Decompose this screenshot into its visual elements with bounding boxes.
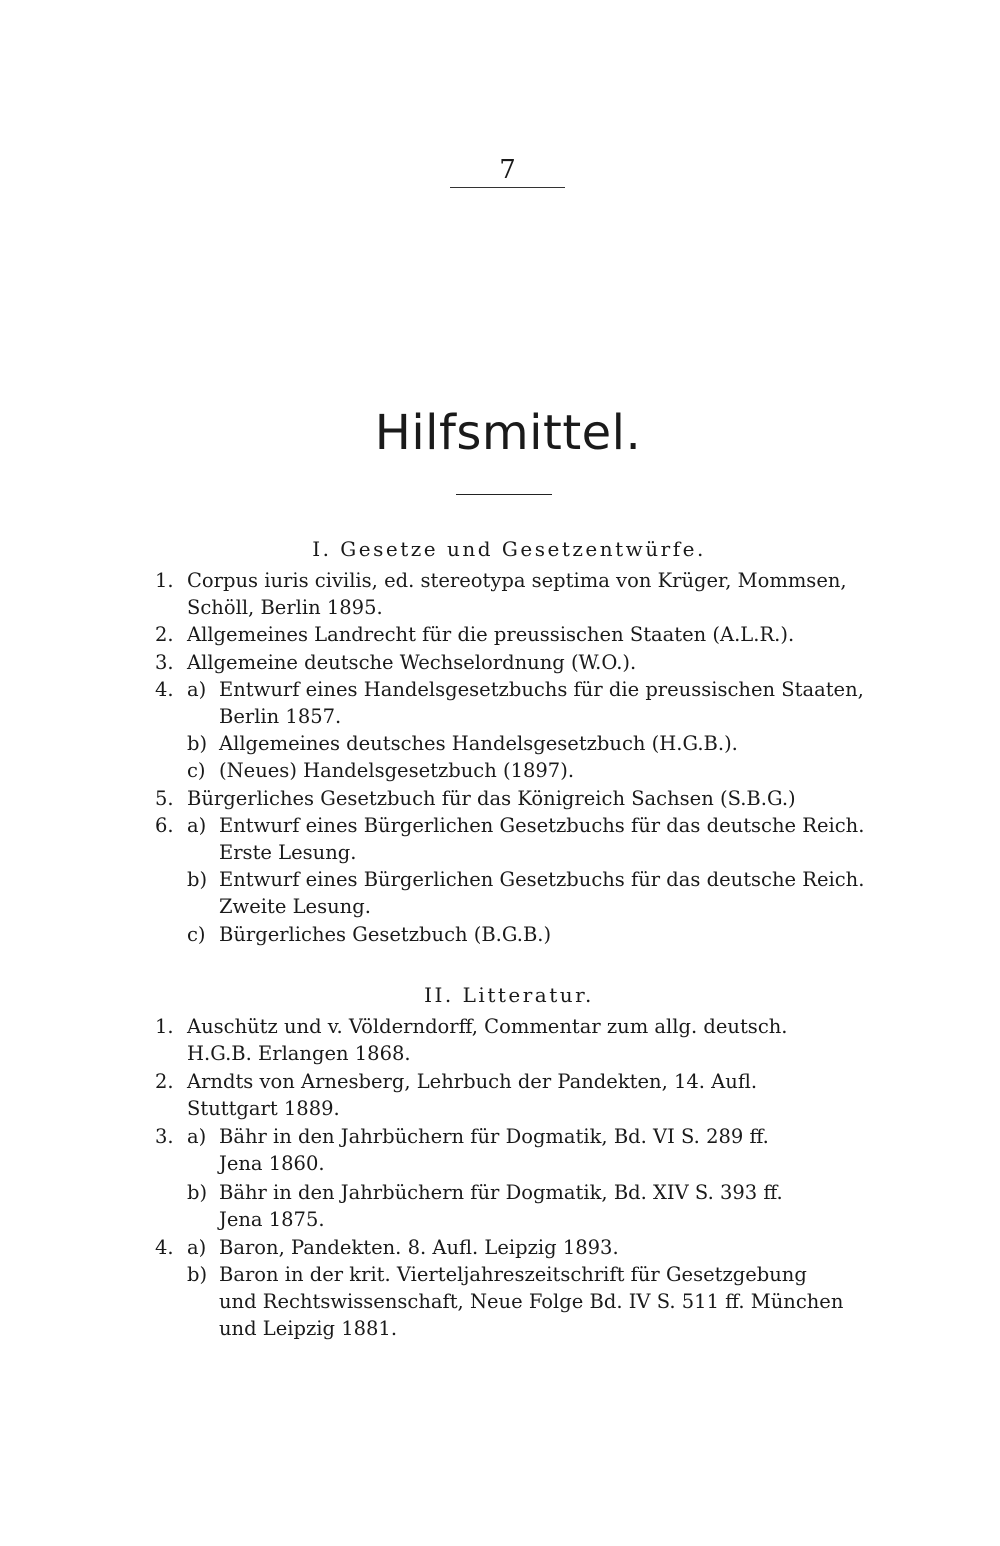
list-item bbox=[155, 1068, 875, 1122]
item-text-line: Corpus iuris civilis, ed. stereotypa septima von Krüger, Mommsen, bbox=[187, 569, 847, 592]
item-sub-letter: c) bbox=[187, 759, 206, 783]
item-sub-letter: a) bbox=[187, 1235, 207, 1259]
section-heading-literature: II. Litteratur. bbox=[424, 983, 594, 1007]
item-text-line: Erste Lesung. bbox=[219, 840, 357, 864]
item-text-line: Baron, Pandekten. 8. Aufl. Leipzig 1893. bbox=[219, 1235, 619, 1259]
item-number: 4. bbox=[155, 1235, 174, 1259]
item-text-line: Allgemeines Landrecht für die preussischen Staaten (A.L.R.). bbox=[187, 623, 795, 647]
item-text-line: Bürgerliches Gesetzbuch (B.G.B.) bbox=[219, 922, 552, 946]
list-item bbox=[155, 1261, 875, 1342]
item-number: 5. bbox=[155, 786, 174, 810]
item-text-line: Schöll, Berlin 1895. bbox=[187, 596, 383, 619]
item-text-line: Jena 1860. bbox=[219, 1152, 325, 1176]
list-item bbox=[155, 812, 875, 866]
list-item bbox=[155, 567, 875, 621]
item-sub-letter: b) bbox=[187, 732, 208, 756]
item-text-line: (Neues) Handelsgesetzbuch (1897). bbox=[219, 759, 575, 783]
item-text-line: H.G.B. Erlangen 1868. bbox=[187, 1042, 411, 1065]
item-text-line: Zweite Lesung. bbox=[219, 895, 371, 919]
section-heading-laws: I. Gesetze und Gesetzentwürfe. bbox=[312, 537, 706, 561]
item-sub-letter: b) bbox=[187, 868, 208, 892]
item-text-line: Allgemeine deutsche Wechselordnung (W.O.). bbox=[187, 650, 637, 674]
item-sub-letter: a) bbox=[187, 1125, 207, 1149]
item-text-line: Bürgerliches Gesetzbuch für das Königreich Sachsen (S.B.G.) bbox=[187, 786, 796, 810]
item-text-line: Auschütz und v. Völderndorff, Commentar zum allg. deutsch. bbox=[187, 1015, 788, 1038]
item-number: 3. bbox=[155, 650, 174, 674]
list-item bbox=[155, 785, 875, 812]
item-text-line: Stuttgart 1889. bbox=[187, 1097, 340, 1121]
item-sub-letter: b) bbox=[187, 1263, 208, 1287]
item-text-line: Arndts von Arnesberg, Lehrbuch der Pandekten, 14. Aufl. bbox=[187, 1070, 758, 1094]
item-number: 2. bbox=[155, 623, 174, 647]
item-text-line: und Leipzig 1881. bbox=[219, 1317, 398, 1341]
item-number: 1. bbox=[155, 1015, 174, 1038]
item-sub-letter: b) bbox=[187, 1180, 208, 1204]
item-text-line: und Rechtswissenschaft, Neue Folge Bd. IV S. 511 ff. München bbox=[219, 1290, 844, 1314]
list-item bbox=[155, 1179, 875, 1233]
item-text-line: Bähr in den Jahrbüchern für Dogmatik, Bd. VI S. 289 ff. bbox=[219, 1125, 769, 1149]
list-item bbox=[155, 621, 875, 648]
list-item bbox=[155, 649, 875, 676]
item-text-line: Entwurf eines Handelsgesetzbuchs für die preussischen Staaten, bbox=[219, 677, 864, 701]
item-sub-letter: a) bbox=[187, 677, 207, 701]
list-item bbox=[155, 1234, 875, 1261]
list-item bbox=[155, 866, 875, 920]
list-item bbox=[155, 730, 875, 757]
item-text-line: Baron in der krit. Vierteljahreszeitschrift für Gesetzgebung bbox=[219, 1263, 807, 1287]
item-number: 6. bbox=[155, 813, 174, 837]
item-text-line: Entwurf eines Bürgerlichen Gesetzbuchs für das deutsche Reich. bbox=[219, 813, 865, 837]
item-number: 2. bbox=[155, 1070, 174, 1094]
list-item bbox=[155, 676, 875, 730]
item-text-line: Entwurf eines Bürgerlichen Gesetzbuchs für das deutsche Reich. bbox=[219, 868, 865, 892]
item-sub-letter: c) bbox=[187, 922, 206, 946]
item-number: 3. bbox=[155, 1125, 174, 1149]
list-item bbox=[155, 1013, 875, 1067]
item-text-line: Bähr in den Jahrbüchern für Dogmatik, Bd. XIV S. 393 ff. bbox=[219, 1180, 783, 1204]
item-text-line: Berlin 1857. bbox=[219, 704, 342, 728]
item-text-line: Jena 1875. bbox=[219, 1207, 325, 1231]
item-sub-letter: a) bbox=[187, 813, 207, 837]
title-rule bbox=[456, 494, 552, 495]
page-number: 7 bbox=[450, 155, 565, 188]
item-text-line: Allgemeines deutsches Handelsgesetzbuch (H.G.B.). bbox=[219, 732, 738, 756]
list-item bbox=[155, 757, 875, 784]
item-number: 1. bbox=[155, 569, 174, 592]
list-item bbox=[155, 1123, 875, 1177]
page-title: Hilfsmittel. bbox=[374, 405, 642, 461]
list-item bbox=[155, 921, 875, 948]
item-number: 4. bbox=[155, 677, 174, 701]
